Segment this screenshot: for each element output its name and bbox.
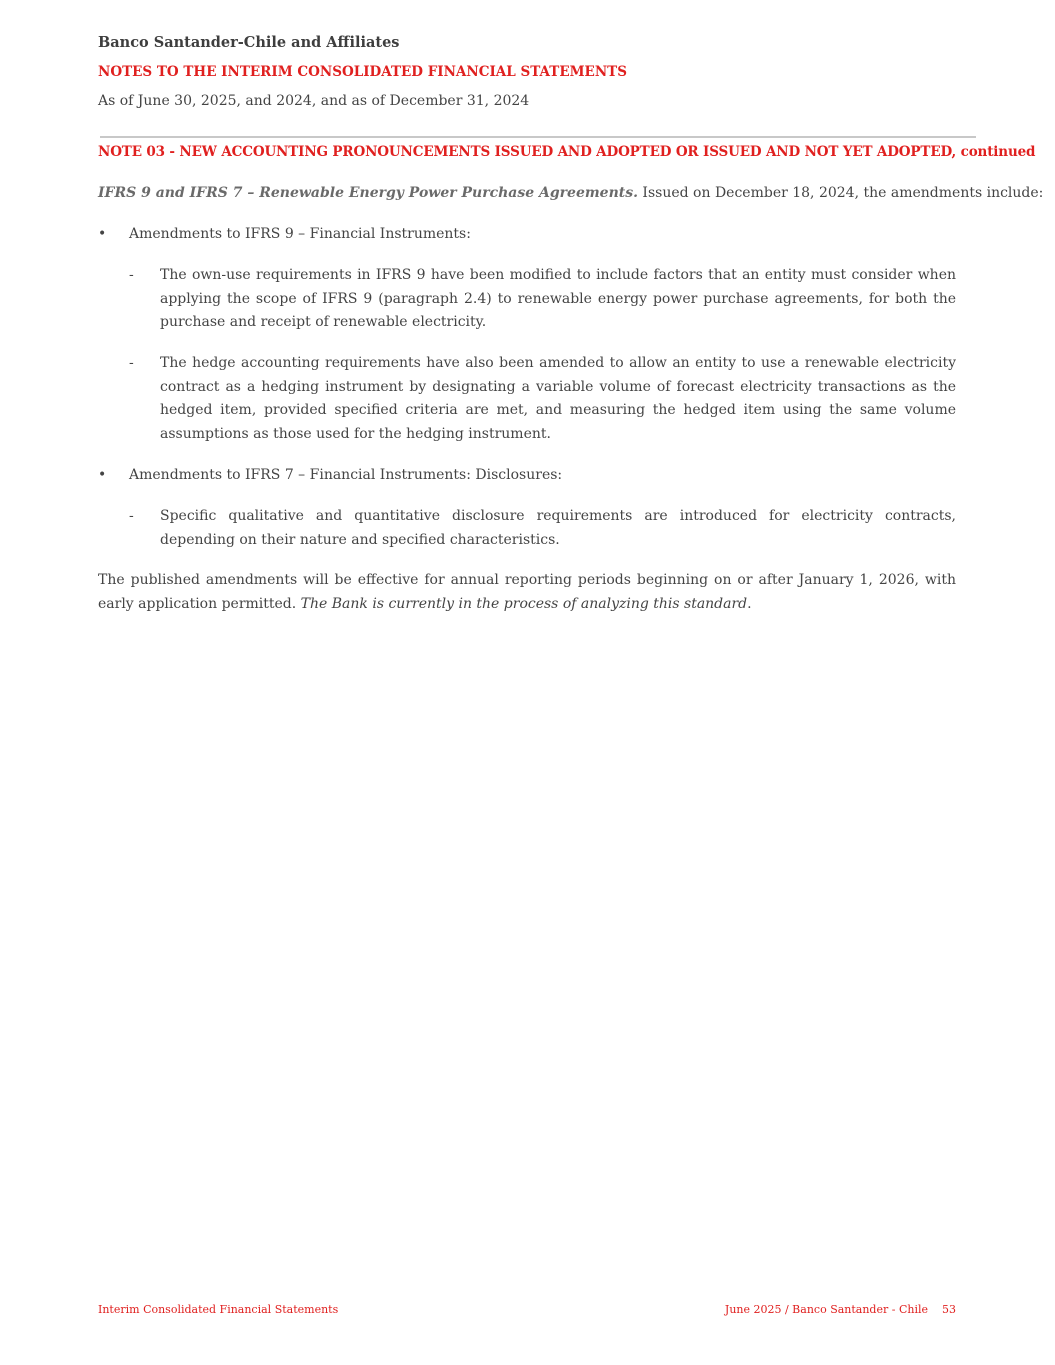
bullet-marker: • <box>98 467 107 483</box>
sub-item-text: The hedge accounting requirements have also been amended to allow an entity to use a renewable electricity contract as a hedging instrument by designating a variable volume of forecast electricity transactions as the hedged item, provided specified criteria are met, and measuring the hedged item using the same volume assumptions as those used for the hedging instrument. <box>160 355 956 442</box>
dash-marker: - <box>129 508 134 524</box>
bullet-marker: • <box>98 226 107 242</box>
closing-paragraph <box>98 569 956 616</box>
page-number: 53 <box>942 1303 956 1316</box>
note-heading: NOTE 03 - NEW ACCOUNTING PRONOUNCEMENTS ISSUED AND ADOPTED OR ISSUED AND NOT YET ADOPTED, continued <box>98 144 1036 160</box>
footer-period: June 2025 / Banco Santander - Chile <box>724 1303 928 1316</box>
reporting-period: As of June 30, 2025, and 2024, and as of December 31, 2024 <box>98 93 530 109</box>
dash-marker: - <box>129 267 134 283</box>
header-divider <box>100 136 976 138</box>
footer-document-title: Interim Consolidated Financial Statements <box>98 1303 339 1316</box>
bullet-label: Amendments to IFRS 9 – Financial Instruments: <box>129 226 471 242</box>
dash-marker: - <box>129 355 134 371</box>
analysis-status: The Bank is currently in the process of analyzing this standard <box>300 595 748 612</box>
sub-item-text: Specific qualitative and quantitative disclosure requirements are introduced for electricity contracts, depending on their nature and specified characteristics. <box>160 508 956 548</box>
intro-lead: IFRS 9 and IFRS 7 – Renewable Energy Power Purchase Agreements. <box>98 185 638 201</box>
closing-end: . <box>747 595 752 612</box>
footer-right <box>725 1303 956 1316</box>
intro-rest: Issued on December 18, 2024, the amendments include: <box>637 185 1044 201</box>
company-name: Banco Santander-Chile and Affiliates <box>98 34 400 51</box>
notes-title: NOTES TO THE INTERIM CONSOLIDATED FINANCIAL STATEMENTS <box>98 64 627 80</box>
intro-paragraph <box>98 182 1044 206</box>
bullet-label: Amendments to IFRS 7 – Financial Instruments: Disclosures: <box>129 467 563 483</box>
sub-item-text: The own-use requirements in IFRS 9 have been modified to include factors that an entity must consider when applying the scope of IFRS 9 (paragraph 2.4) to renewable energy power purchase agreements, for both the purchase and receipt of renewable electricity. <box>160 267 956 330</box>
document-page <box>98 0 1044 1365</box>
closing-text: The published amendments will be effective for annual reporting periods beginning on or after January 1, 2026, with early application permitted. <box>98 572 956 612</box>
